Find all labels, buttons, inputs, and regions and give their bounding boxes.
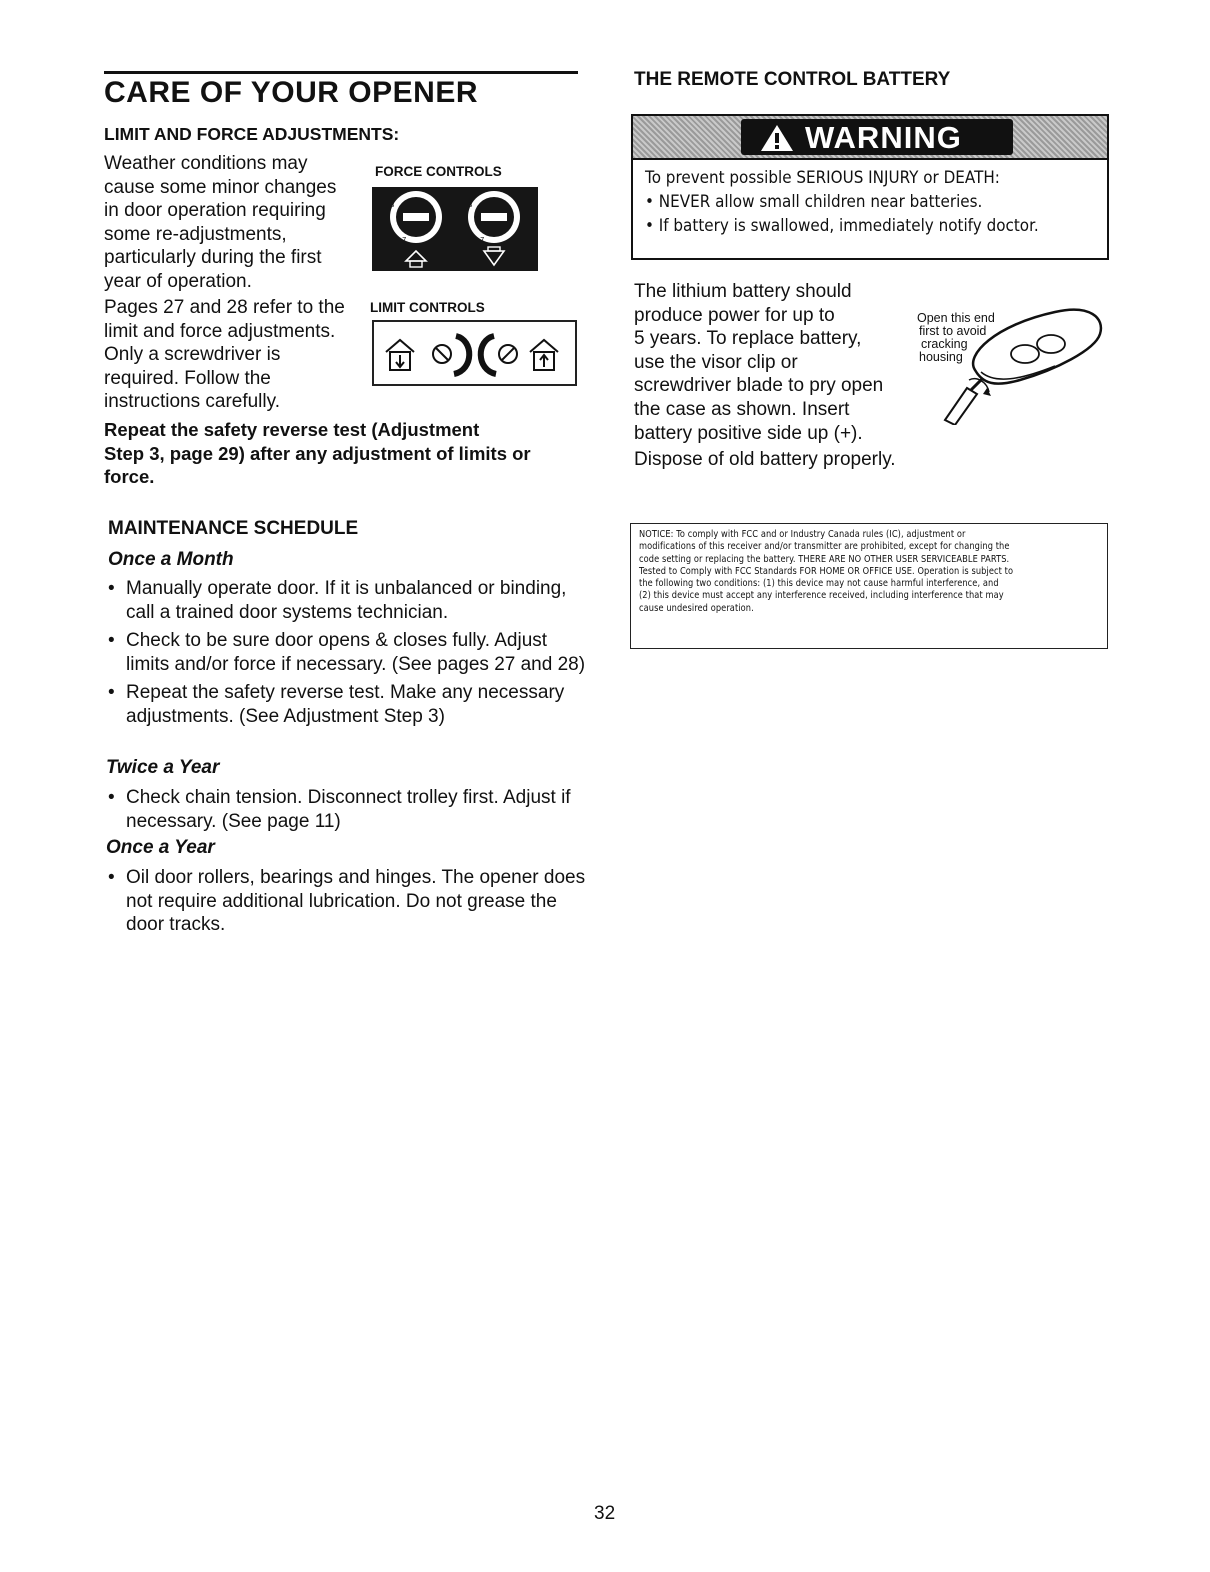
notice-line: NOTICE: To comply with FCC and or Industry Canada rules (IC), adjustment or <box>639 529 966 540</box>
repeat-test-notice <box>104 418 531 489</box>
force-dial-icon <box>468 191 520 244</box>
remote-battery-figure <box>905 300 1110 425</box>
notice-line: (2) this device must accept any interference received, including interference that may <box>639 590 1004 602</box>
intro-line: in door operation requiring <box>104 200 326 221</box>
pages-line: limit and force adjustments. <box>104 320 336 342</box>
page-title: CARE OF YOUR OPENER <box>104 76 478 109</box>
intro-line: Weather conditions may <box>104 153 308 174</box>
warning-triangle-icon <box>759 123 795 153</box>
task-text: Repeat the safety reverse test. Make any necessary adjustments. (See Adjustment Step 3) <box>126 682 565 727</box>
force-dial-icon <box>390 191 442 244</box>
task-text: Check to be sure door opens & closes fully. Adjust limits and/or force if necessary. (See pages 27 and 28) <box>126 630 586 675</box>
limit-controls-figure <box>372 320 577 386</box>
remote-callout <box>917 312 995 364</box>
notice-line: the following two conditions: (1) this device may not cause harmful interference, and <box>639 578 999 590</box>
repeat-line: force. <box>104 466 155 487</box>
battery-line: screwdriver blade to pry open <box>634 375 884 397</box>
list-item <box>108 786 588 833</box>
dispose-text: Dispose of old battery properly. <box>634 449 896 470</box>
once-a-year-heading: Once a Year <box>106 837 215 858</box>
pages-paragraph <box>104 296 345 414</box>
intro-line: particularly during the first <box>104 247 322 268</box>
monthly-task-list <box>108 577 588 733</box>
list-item <box>108 629 588 676</box>
svg-text:7: 7 <box>480 236 485 244</box>
limit-screw-icon <box>433 336 517 374</box>
remote-battery-heading: THE REMOTE CONTROL BATTERY <box>634 69 951 90</box>
warning-word: WARNING <box>805 120 962 155</box>
intro-line: cause some minor changes <box>104 176 337 198</box>
notice-line: Tested to Comply with FCC Standards FOR HOME OR OFFICE USE. Operation is subject to <box>639 565 1014 577</box>
pages-line: instructions carefully. <box>104 391 280 412</box>
limit-controls-label: LIMIT CONTROLS <box>370 300 485 315</box>
twice-a-year-heading: Twice a Year <box>106 757 220 778</box>
callout-line: Open this end <box>917 311 995 325</box>
task-text: Manually operate door. If it is unbalanced or binding, call a trained door systems technician. <box>126 578 567 623</box>
battery-line: 5 years. To replace battery, <box>634 328 862 350</box>
pages-line: Pages 27 and 28 refer to the <box>104 297 345 318</box>
repeat-line: Repeat the safety reverse test (Adjustment <box>104 419 480 440</box>
fcc-notice-box <box>630 523 1108 649</box>
door-down-arrow-icon <box>484 247 504 265</box>
door-up-arrow-icon <box>530 340 558 370</box>
warning-label <box>741 119 1013 155</box>
bullet-icon: • <box>108 787 115 808</box>
door-up-arrow-icon <box>406 251 426 267</box>
limit-force-heading: LIMIT AND FORCE ADJUSTMENTS: <box>104 124 400 144</box>
page-number: 32 <box>594 1503 616 1524</box>
bullet-icon: • <box>108 682 115 703</box>
svg-text:8: 8 <box>390 201 395 209</box>
screwdriver-icon <box>945 378 991 425</box>
warning-line: • NEVER allow small children near batteries. <box>645 192 983 211</box>
door-down-arrow-icon <box>386 340 414 370</box>
repeat-line: Step 3, page 29) after any adjustment of limits or <box>104 442 531 464</box>
warning-text <box>645 166 1073 238</box>
warning-line: • If battery is swallowed, immediately notify doctor. <box>645 216 1039 235</box>
intro-paragraph <box>104 152 336 293</box>
intro-line: year of operation. <box>104 270 252 292</box>
bullet-icon: • <box>108 867 115 888</box>
callout-line: cracking <box>921 337 968 351</box>
svg-text:8: 8 <box>468 201 473 209</box>
battery-line: the case as shown. Insert <box>634 398 850 420</box>
once-a-month-heading: Once a Month <box>108 549 234 570</box>
battery-line: produce power for up to <box>634 304 835 326</box>
notice-line: cause undesired operation. <box>639 602 754 614</box>
task-text: Oil door rollers, bearings and hinges. The opener does not require additional lubrication. Do not grease the door tracks. <box>126 867 586 935</box>
notice-line: code setting or replacing the battery. THERE ARE NO OTHER USER SERVICEABLE PARTS. <box>639 553 1010 565</box>
svg-text:7: 7 <box>402 236 407 244</box>
twice-yearly-task-list <box>108 786 588 838</box>
list-item <box>108 866 588 937</box>
maintenance-heading: MAINTENANCE SCHEDULE <box>108 518 359 539</box>
battery-line: use the visor clip or <box>634 351 798 373</box>
battery-paragraph <box>634 280 883 445</box>
force-controls-label: FORCE CONTROLS <box>375 164 502 179</box>
task-text: Check chain tension. Disconnect trolley first. Adjust if necessary. (See page 11) <box>126 787 571 832</box>
battery-line: The lithium battery should <box>634 281 852 302</box>
intro-line: some re-adjustments, <box>104 223 287 245</box>
callout-line: first to avoid <box>919 324 987 338</box>
pages-line: Only a screwdriver is <box>104 344 281 365</box>
pages-line: required. Follow the <box>104 367 271 389</box>
force-controls-figure <box>372 187 538 271</box>
warning-box <box>631 114 1109 260</box>
warning-banner <box>633 116 1107 160</box>
list-item <box>108 577 588 624</box>
list-item <box>108 681 588 728</box>
battery-line: battery positive side up (+). <box>634 422 863 444</box>
title-rule <box>104 71 578 74</box>
callout-line: housing <box>919 350 963 364</box>
bullet-icon: • <box>108 630 115 651</box>
notice-line: modifications of this receiver and/or transmitter are prohibited, except for changing the <box>639 541 1010 553</box>
warning-line: To prevent possible SERIOUS INJURY or DEATH: <box>645 168 1000 187</box>
yearly-task-list <box>108 866 588 942</box>
bullet-icon: • <box>108 578 115 599</box>
